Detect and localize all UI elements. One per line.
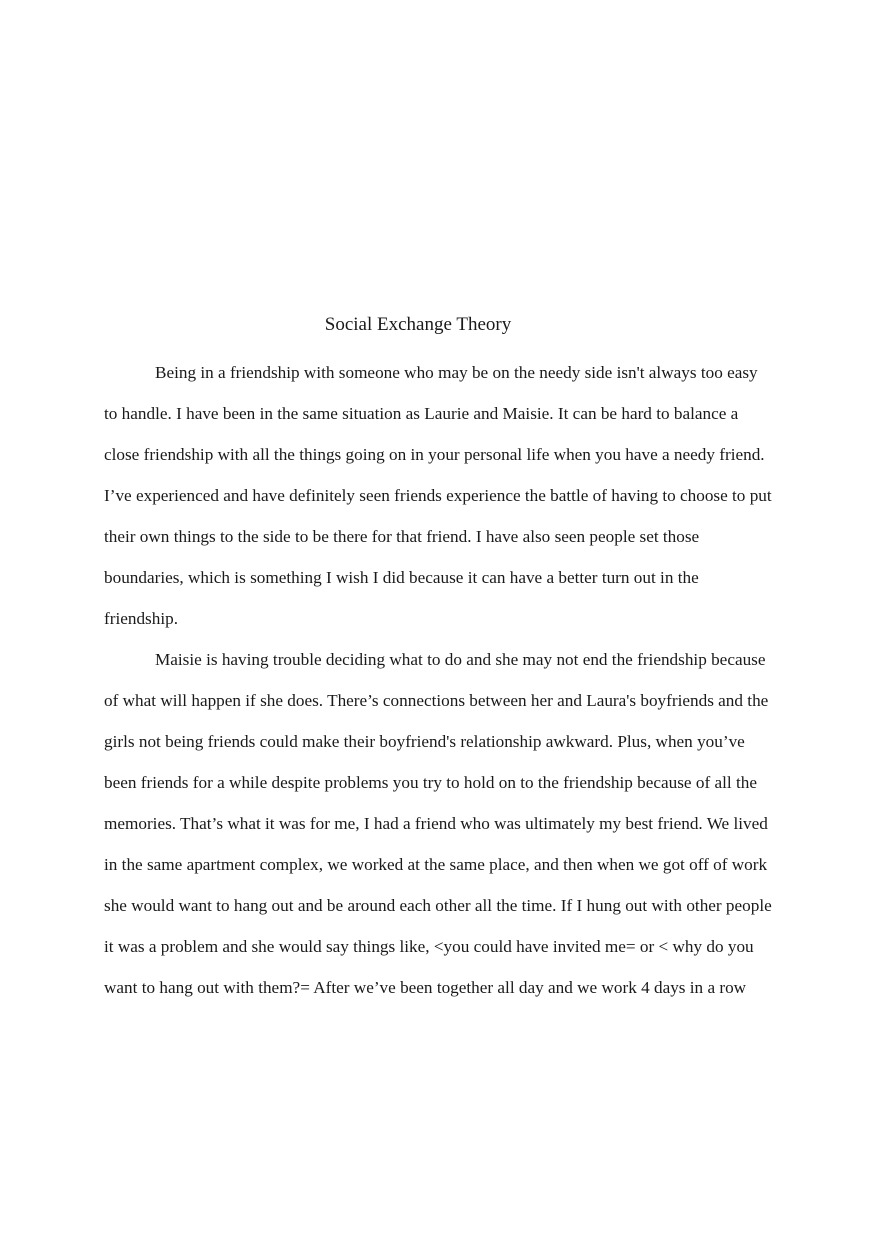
text-line: their own things to the side to be there for that friend. I have also seen people set those — [104, 527, 700, 546]
text-line: of what will happen if she does. There’s connections between her and Laura's boyfriends and the — [104, 691, 769, 710]
text-line: it was a problem and she would say things like, <you could have invited me= or < why do you — [104, 937, 754, 956]
text-line: Maisie is having trouble deciding what to do and she may not end the friendship because — [155, 650, 766, 669]
text-line: memories. That’s what it was for me, I had a friend who was ultimately my best friend. We lived — [104, 814, 768, 833]
text-line: Being in a friendship with someone who may be on the needy side isn't always too easy — [155, 363, 758, 382]
text-line: she would want to hang out and be around each other all the time. If I hung out with other people — [104, 896, 772, 915]
page-title: Social Exchange Theory — [324, 314, 512, 335]
text-line: I’ve experienced and have definitely seen friends experience the battle of having to choose to put — [104, 486, 772, 505]
text-line: girls not being friends could make their boyfriend's relationship awkward. Plus, when you’ve — [104, 732, 745, 751]
text-line: want to hang out with them?= After we’ve been together all day and we work 4 days in a row — [104, 978, 747, 997]
text-line: friendship. — [104, 609, 178, 628]
text-line: to handle. I have been in the same situation as Laurie and Maisie. It can be hard to balance a — [104, 404, 739, 423]
text-line: boundaries, which is something I wish I did because it can have a better turn out in the — [104, 568, 699, 587]
text-line: been friends for a while despite problems you try to hold on to the friendship because of all the — [104, 773, 757, 792]
text-line: in the same apartment complex, we worked at the same place, and then when we got off of work — [104, 855, 768, 874]
text-line: close friendship with all the things going on in your personal life when you have a needy friend. — [104, 445, 765, 464]
